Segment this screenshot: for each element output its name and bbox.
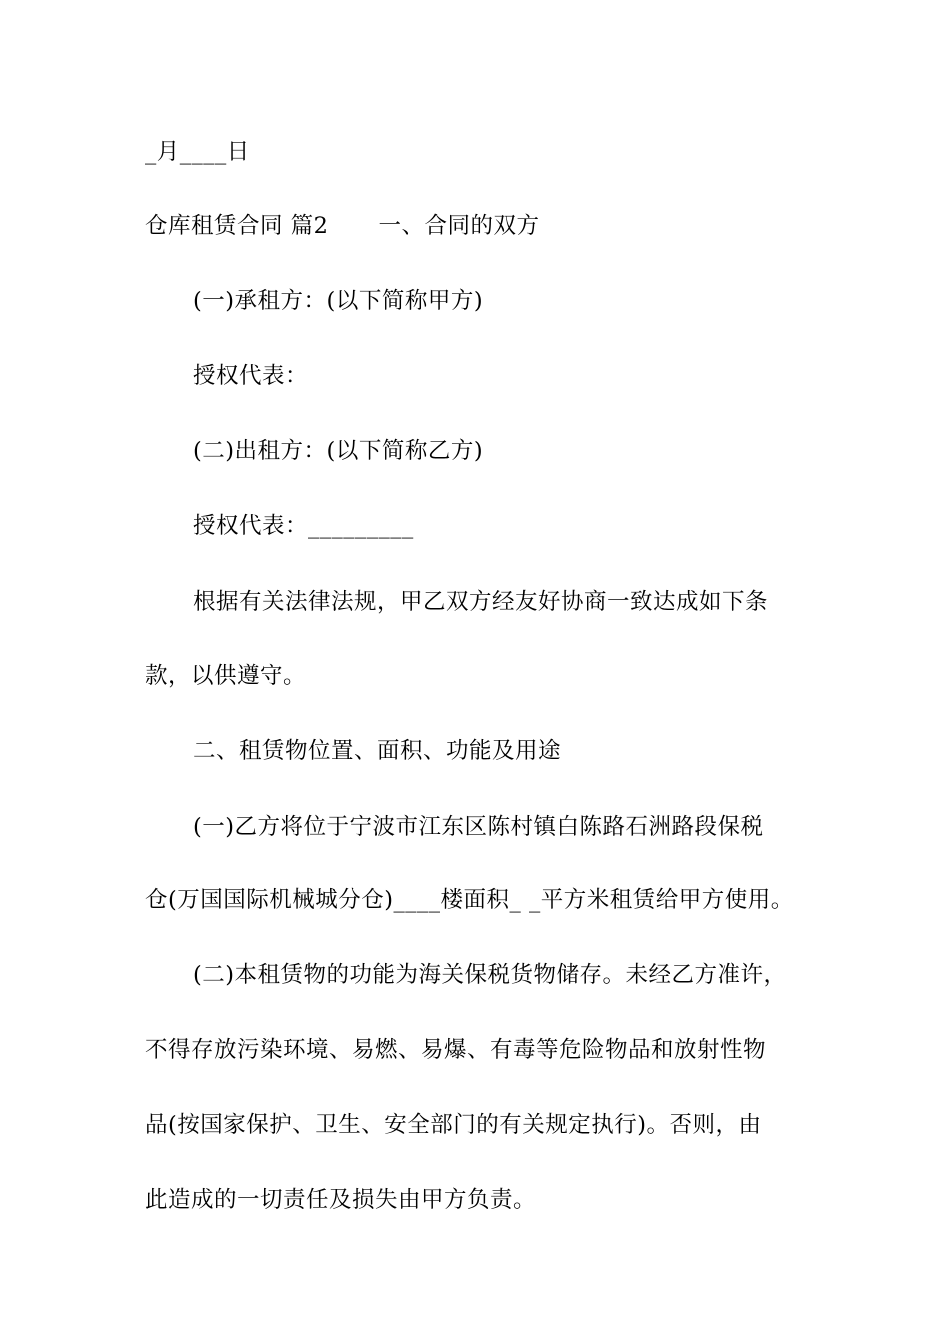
section-heading-parties: 一、合同的双方: [378, 213, 540, 239]
lessor-line: (二)出租方：(以下简称乙方): [193, 438, 484, 464]
section-heading-property: 二、租赁物位置、面积、功能及用途: [193, 738, 562, 764]
contract-heading-line: [145, 211, 815, 241]
agreement-paragraph-line-2: 款，以供遵守。: [145, 663, 307, 689]
agreement-paragraph-line-1: 根据有关法律法规，甲乙双方经友好协商一致达成如下条: [193, 589, 769, 615]
contract-title: 仓库租赁合同 篇2: [145, 213, 329, 239]
lessee-line: (一)承租方：(以下简称甲方): [193, 288, 484, 314]
lessee-representative-line: 授权代表：: [193, 363, 309, 389]
function-paragraph-line-4: 此造成的一切责任及损失由甲方负责。: [145, 1187, 537, 1213]
function-paragraph-line-3: 品(按国家保护、卫生、安全部门的有关规定执行)。否则，由: [145, 1112, 762, 1138]
property-paragraph-line-1: (一)乙方将位于宁波市江东区陈村镇白陈路石洲路段保税: [193, 814, 764, 840]
function-paragraph-line-1: (二)本租赁物的功能为海关保税货物储存。未经乙方准许，: [193, 962, 787, 988]
function-paragraph-line-2: 不得存放污染环境、易燃、易爆、有毒等危险物品和放射性物: [145, 1037, 767, 1063]
property-paragraph-line-2: 仓(万国国际机械城分仓)____楼面积_ _平方米租赁给甲方使用。: [145, 887, 794, 913]
lessor-representative-line: 授权代表：_________: [193, 513, 414, 539]
date-line: _月____日: [145, 139, 250, 165]
